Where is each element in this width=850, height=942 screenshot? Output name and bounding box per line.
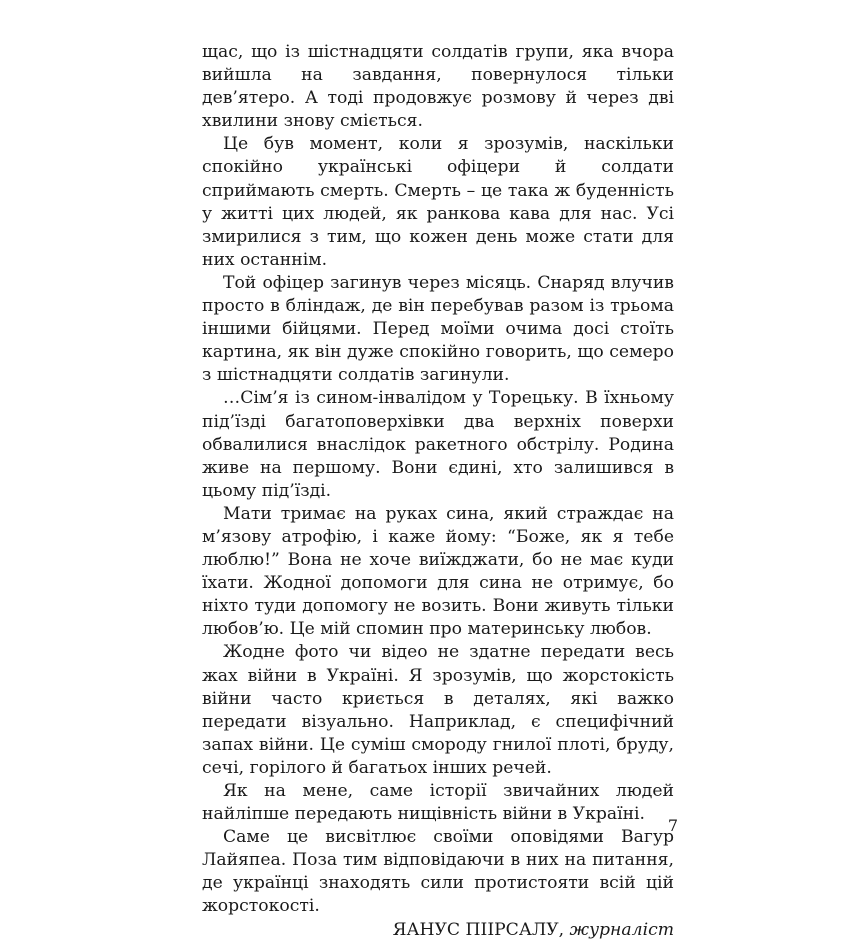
paragraph-4: …Сім’я із сином-інвалідом у Торецьку. В їхньому під’їзді багатоповерхівки два верхніх поверхи обвалилися внаслідок ракетного обстрілу. Родина живе на першому. Вони єдині, хто залишився в цьому під’їзді. <box>202 388 674 501</box>
paragraph-7: Як на мене, саме історії звичайних людей найліпше передають нищівність війни в Україні. <box>202 781 674 825</box>
author-name: ЯАНУС ПІІРСАЛУ <box>392 919 559 940</box>
paragraph-8: Саме це висвітлює своїми оповідями Вагур Лайяпеа. Поза тим відповідаючи в них на питання, де українці знаходять сили протистояти всій цій жорстокості. <box>202 827 674 917</box>
page-number: 7 <box>667 816 678 835</box>
paragraph-2: Це був момент, коли я зрозумів, наскільки спокійно українські офіцери й солдати сприймають смерть. Смерть – це така ж буденність у житті цих людей, як ранкова кава для нас. Усі змирилися з тим, що кожен день може стати для них останнім. <box>202 134 674 270</box>
paragraph-6: Жодне фото чи відео не здатне передати весь жах війни в Україні. Я зрозумів, що жорстокість війни часто криється в деталях, які важко передати візуально. Наприклад, є специфічний запах війни. Це суміш смороду гнилої плоті, бруду, сечі, горілого й багатьох інших речей. <box>202 642 674 778</box>
author-role: журналіст <box>569 919 674 940</box>
paragraph-1: щас, що із шістнадцяти солдатів групи, яка вчора вийшла на завдання, повернулося тільки дев’ятеро. А тоді продовжує розмову й через дві хвилини знову сміється. <box>202 42 674 132</box>
paragraph-3: Той офіцер загинув через місяць. Снаряд влучив просто в бліндаж, де він перебував разом із трьома іншими бійцями. Перед моїми очима досі стоїть картина, як він дуже спокійно говорить, що семеро з шістнадцяти солдатів загинули. <box>202 272 674 386</box>
author-signature <box>202 919 674 942</box>
paragraph-5: Мати тримає на руках сина, який страждає на м’язову атрофію, і каже йому: “Боже, як я тебе люблю!” Вона не хоче виїжджати, бо не має куди їхати. Жодної допомоги для сина не отримує, бо ніхто туди допомогу не возить. Вони живуть тільки любов’ю. Це мій спомин про материнську любов. <box>202 503 674 640</box>
page-body-text <box>202 41 674 942</box>
signature-separator: , <box>558 919 570 940</box>
